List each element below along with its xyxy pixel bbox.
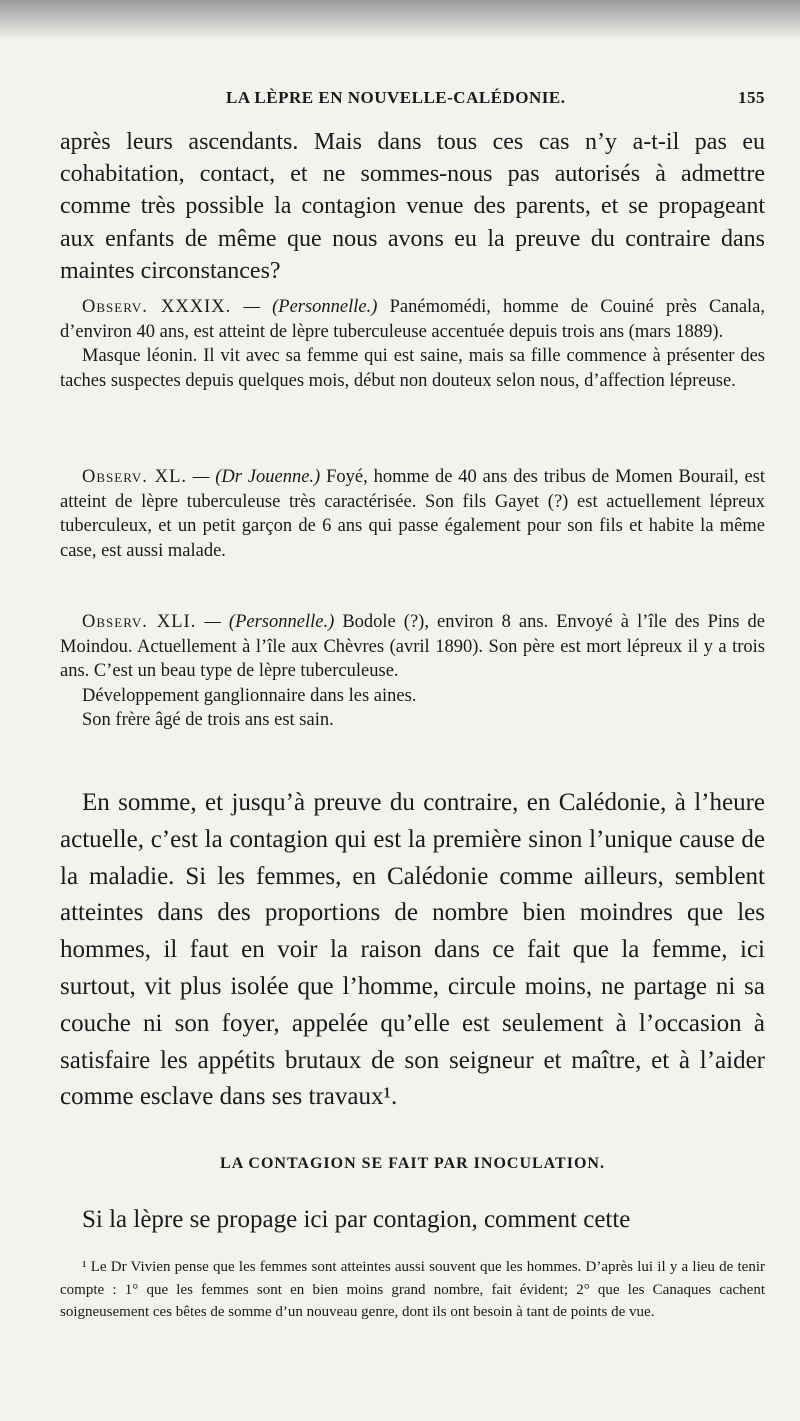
obs41-text3: Son frère âgé de trois ans est sain. xyxy=(82,710,334,731)
obs39-text2: Masque léonin. Il vit avec sa femme qui est saine, mais sa fille commence à présenter des taches suspectes depuis quelques mois, début non douteux selon nous, d’affection lépreuse. xyxy=(60,346,765,391)
obs41-label: Observ. XLI. xyxy=(82,612,197,632)
obs40-label: Observ. XL. xyxy=(82,467,188,487)
section-paragraph: Si la lèpre se propage ici par contagion, comment cette xyxy=(82,1206,631,1233)
intro-paragraph: après leurs ascendants. Mais dans tous ces cas n’y a-t-il pas eu cohabitation, contact, et ne sommes-nous pas autorisés à admettre comme très possible la contagion venue des parents, et se propageant aux enfants de même que nous avons eu la preuve du contraire dans maintes circonstances? xyxy=(60,129,765,284)
obs39-source: — (Personnelle.) xyxy=(243,297,378,317)
footnote: ¹ Le Dr Vivien pense que les femmes sont atteintes aussi souvent que les hommes. D’après lui il y a lieu de tenir compte : 1° que les femmes sont en bien moins grand nombre, fait évident; 2° que les Canaques cachent soigneusement ces bêtes de somme d’un nouveau genre, dont ils ont besoin à tant de points de vue. xyxy=(60,1259,765,1320)
obs41-text2: Développement ganglionnaire dans les aines. xyxy=(82,685,417,706)
running-header xyxy=(60,88,765,114)
obs41-text: Bodole (?), environ 8 ans. Envoyé à l’île des Pins de Moindou. Actuellement à l’île aux Chèvres (avril 1890). Son père est mort lépreux il y a trois ans. C’est un beau type de lèpre tuberculeuse. xyxy=(60,612,766,682)
section-heading: LA CONTAGION SE FAIT PAR INOCULATION. xyxy=(220,1155,605,1172)
obs40-source: — (Dr Jouenne.) xyxy=(192,467,321,487)
observation-39 xyxy=(60,295,765,393)
scan-shadow xyxy=(0,0,800,40)
obs39-text: Panémomédi, homme de Couiné près Canala, d’environ 40 ans, est atteint de lèpre tuberculeuse accentuée depuis trois ans (mars 1889). xyxy=(60,297,766,342)
observation-40 xyxy=(60,465,765,563)
running-title: LA LÈPRE EN NOUVELLE-CALÉDONIE. xyxy=(226,88,566,107)
conclusion-paragraph: En somme, et jusqu’à preuve du contraire, en Calédonie, à l’heure actuelle, c’est la contagion qui est la première sinon l’unique cause de la maladie. Si les femmes, en Calédonie comme ailleurs, semblent atteintes dans des proportions de nombre bien moindres que les hommes, il faut en voir la raison dans ce fait que la femme, ici surtout, vit plus isolée que l’homme, circule moins, ne partage ni sa couche ni son foyer, appelée qu’elle est seulement à l’occasion à satisfaire les appétits brutaux de son seigneur et maître, et à l’aider comme esclave dans ses travaux¹. xyxy=(60,789,765,1111)
obs41-source: — (Personnelle.) xyxy=(204,612,335,632)
obs39-label: Observ. XXXIX. xyxy=(82,297,232,317)
observation-41 xyxy=(60,610,765,733)
page-number: 155 xyxy=(738,88,765,107)
obs40-text: Foyé, homme de 40 ans des tribus de Momen Bourail, est atteint de lèpre tuberculeuse très caractérisée. Son fils Gayet (?) est actuellement lépreux tuberculeux, et un petit garçon de 6 ans qui passe également pour son fils et habite la même case, est aussi malade. xyxy=(60,467,766,561)
